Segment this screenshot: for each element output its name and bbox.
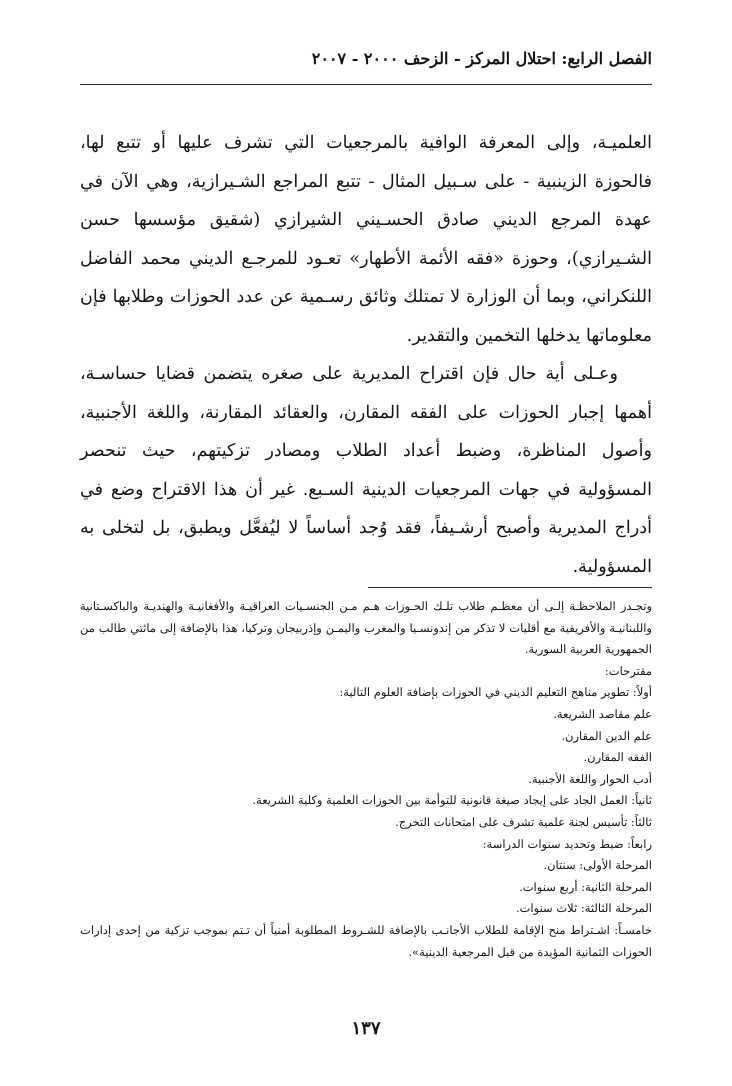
footnote-intro: وتجـدر الملاحظـة إلـى أن معظـم طلاب تلـك الحـوزات هـم مـن الجنسـيات العراقيـة والأفغانيـة والهنديـة والباكسـتانية واللبنانيـة والأفريقية مع أقليات لا تذكر من إندونسـيا والمغرب واليمـن وإذربيجان وتركيا، هذا بالإضافة إلى مائتي طالب من الجمهورية العربية السورية. [80,599,652,657]
footnote-item-4: رابعاً: ضبط وتحديد سنوات الدراسة: [482,836,652,851]
footnote-block [80,596,652,963]
header-rule [80,84,652,85]
footnote-item-4-a: المرحلة الأولى: سنتان. [543,858,652,873]
body-paragraph-1: العلميـة، وإلى المعرفة الوافية بالمرجعيات التي تشرف عليها أو تتبع لها، فالحوزة الزينبية - على سـبيل المثال - تتبع المراجع الشـيرازية، وهي الآن في عهدة المرجع الديني صادق الحسـيني الشيرازي (شقيق مؤسسها حسن الشـيرازي)، وحوزة «فقه الأئمة الأطهار» تعـود للمرجـع الديني محمد الفاضل اللنكراني، وبما أن الوزارة لا تمتلك وثائق رسـمية عن عدد الحوزات وطلابها فإن معلوماتها يدخلها التخمين والتقدير. [80,133,652,346]
footnote-item-1: أولاً: تطوير مناهج التعليم الديني في الحوزات بإضافة العلوم التالية: [339,685,652,700]
footnote-item-4-c: المرحلة الثالثة: ثلاث سنوات. [515,901,652,916]
footnote-item-1-c: الفقه المقارن. [583,750,652,765]
footnote-proposals-heading: مقترحات: [604,663,652,678]
footnote-item-2: ثانياً: العمل الجاد على إيجاد صيغة قانونية للتوأمة بين الحوزات العلمية وكلية الشريعة. [252,793,652,808]
page-number: ١٣٧ [351,1018,381,1039]
footnote-item-4-b: المرحلة الثانية: أربع سنوات. [519,879,652,894]
body-text [80,124,652,586]
body-paragraph-2: وعـلى أية حال فإن اقتراح المديرية على صغره يتضمن قضايا حساسـة، أهمها إجبار الحوزات على الفقه المقارن، والعقائد المقارنة، واللغة الأجنبية، وأصول المناظرة، وضبط أعداد الطلاب ومصادر تزكيتهم، حيث تنحصر المسؤولية في جهات المرجعيات الدينية السـبع. غير أن هذا الاقتراح وضع في أدراج المديرية وأصبح أرشـيفاً، فقد وُجد أساساً لا ليُفعَّل ويطبق، بل لتخلى به المسؤولية. [80,364,652,577]
footnote-item-1-d: أدب الحوار واللغة الأجنبية. [528,771,652,786]
footnote-item-1-a: علم مقاصد الشريعة. [553,706,652,721]
running-header: الفصل الرابع: احتلال المركز - الزحف ٢٠٠٠ - ٢٠٠٧ [311,49,652,68]
footnote-separator [368,587,652,588]
footnote-item-5: خامسـاً: اشـتراط منح الإقامة للطلاب الأجانـب بالإضافة للشـروط المطلوبة أمنياً أن تـتم بموجب تزكية من إحدى إدارات الحوزات الثمانية المؤيدة من قبل المرجعية الدينية». [80,922,652,959]
footnote-item-1-b: علم الدين المقارن. [561,728,652,743]
footnote-item-3: ثالثاً: تأسيس لجنة علمية تشرف على امتحانات التخرج. [395,814,652,829]
